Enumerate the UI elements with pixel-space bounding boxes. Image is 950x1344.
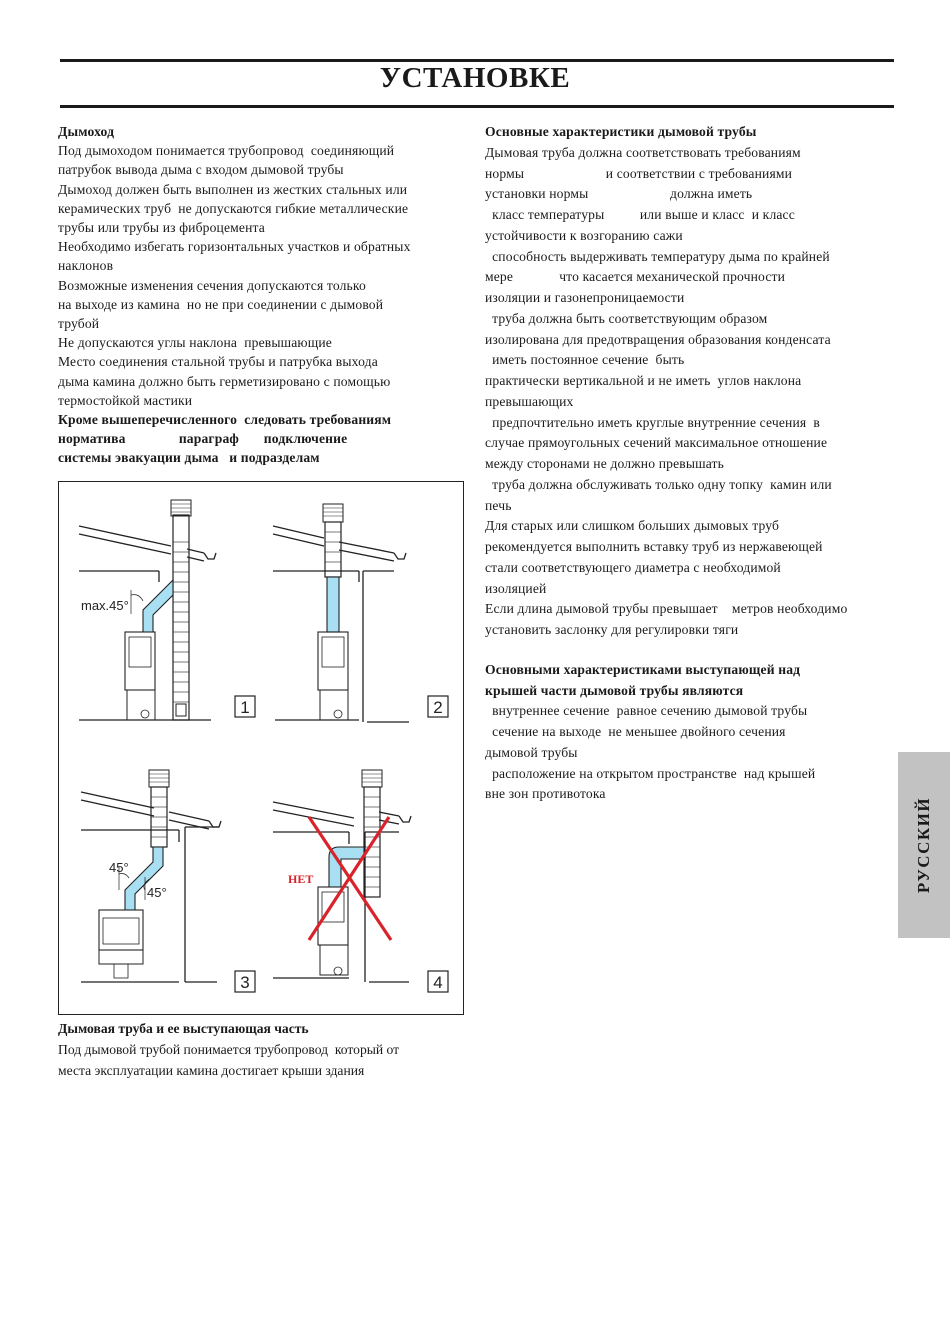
text-line: расположение на открытом пространстве над крышей	[485, 765, 816, 781]
angle-label-2: 45°	[147, 885, 167, 900]
text-line: предпочтительно иметь круглые внутренние сечения в	[485, 414, 820, 430]
panel-number-4: 4	[433, 973, 443, 992]
right-column	[485, 122, 895, 805]
text-line: Не допускаются углы наклона превышающие	[58, 335, 332, 351]
text-line: Место соединения стальной трубы и патрубка выхода	[58, 354, 378, 370]
bold-text-line: норматива параграф подключение	[58, 431, 348, 447]
text-line: Дымоход должен быть выполнен из жестких стальных или	[58, 181, 408, 197]
section-heading-chimney-flue: Дымоход	[58, 124, 115, 139]
text-line: вне зон противотока	[485, 786, 606, 802]
panel-number-box	[235, 696, 255, 717]
text-line: иметь постоянное сечение быть	[485, 352, 685, 368]
text-line: Для старых или слишком больших дымовых труб	[485, 518, 780, 534]
bold-text-line: Кроме вышеперечисленного следовать требованиям	[58, 412, 392, 428]
text-line: термостойкой мастики	[58, 392, 193, 408]
section-heading-chimney: Основные характеристики дымовой трубы	[485, 124, 757, 139]
text-line: случае прямоугольных сечений максимальное отношение	[485, 435, 828, 451]
installation-diagram	[58, 481, 464, 1015]
text-line: Дымовая труба должна соответствовать требованиям	[485, 144, 801, 160]
text-line: дымовой трубы	[485, 744, 578, 760]
text-line: внутреннее сечение равное сечению дымовой трубы	[485, 703, 808, 719]
text-line: наклонов	[58, 258, 114, 274]
figure-caption	[58, 1018, 478, 1081]
text-line: мере что касается механической прочности	[485, 269, 786, 285]
title-underline	[60, 105, 894, 108]
text-line: керамических труб не допускаются гибкие металлические	[58, 200, 409, 216]
angle-label-max: max.45°	[81, 598, 129, 613]
text-line: практически вертикальной и не иметь углов наклона	[485, 373, 802, 388]
text-line: между сторонами не должно превышать	[485, 456, 724, 471]
text-line: печь	[485, 497, 512, 513]
text-line: трубой	[58, 316, 100, 332]
panel-3-diagram	[81, 770, 221, 982]
angle-label-1: 45°	[109, 860, 129, 875]
section-heading-stack: крышей части дымовой трубы являются	[485, 682, 744, 698]
text-line: изоляции и газонепроницаемости	[485, 290, 685, 305]
language-tab-label: РУССКИЙ	[914, 796, 933, 894]
text-line: на выходе из камина но не при соединении с дымовой	[58, 296, 384, 312]
text-line: класс температуры или выше и класс и класс	[485, 207, 795, 222]
text-line: Возможные изменения сечения допускаются только	[58, 277, 366, 293]
text-line: Необходимо избегать горизонтальных участков и обратных	[58, 239, 411, 255]
text-line: трубы или трубы из фиброцемента	[58, 220, 265, 236]
bold-text-line: системы эвакуации дыма и подразделам	[58, 450, 320, 466]
panel-number-3: 3	[240, 973, 250, 992]
text-line: изоляцией	[485, 580, 547, 596]
text-line: труба должна быть соответствующим образом	[485, 310, 768, 326]
panel-number-box	[235, 971, 255, 992]
section-heading-stack: Основными характеристиками выступающей над	[485, 661, 801, 677]
panel-2-diagram	[273, 504, 409, 722]
text-line: установить заслонку для регулировки тяги	[485, 622, 739, 637]
text-line: Под дымоходом понимается трубопровод соединяющий	[58, 143, 395, 159]
panel-number-box	[428, 971, 448, 992]
text-line: превышающих	[485, 393, 574, 409]
text-line: дыма камина должно быть герметизировано с помощью	[58, 373, 391, 389]
text-line: устойчивости к возгоранию сажи	[485, 227, 683, 243]
text-line: нормы и соответствии с требованиями	[485, 165, 793, 181]
language-tab	[898, 752, 950, 938]
panel-number-2: 2	[433, 698, 443, 717]
text-line: патрубок вывода дыма с входом дымовой трубы	[58, 162, 344, 178]
text-line: стали соответствующего диаметра с необходимой	[485, 559, 781, 575]
text-line: Если длина дымовой трубы превышает метров необходимо	[485, 601, 848, 617]
caption-line: места эксплуатации камина достигает крыши здания	[58, 1063, 365, 1078]
text-line: труба должна обслуживать только одну топку камин или	[485, 476, 832, 492]
text-line: рекомендуется выполнить вставку труб из нержавеющей	[485, 539, 823, 554]
panel-number-1: 1	[240, 698, 250, 717]
text-line: сечение на выходе не меньшее двойного сечения	[485, 724, 786, 740]
spacer	[485, 641, 895, 660]
caption-line: Под дымовой трубой понимается трубопровод который от	[58, 1042, 400, 1057]
caption-heading: Дымовая труба и ее выступающая часть	[58, 1021, 309, 1036]
text-line: изолирована для предотвращения образования конденсата	[485, 331, 831, 347]
no-label: НЕТ	[288, 872, 314, 886]
page-title: УСТАНОВКЕ	[379, 62, 571, 94]
left-column	[58, 122, 468, 468]
panel-number-box	[428, 696, 448, 717]
text-line: установки нормы должна иметь	[485, 186, 753, 202]
text-line: способность выдерживать температуру дыма по крайней	[485, 248, 830, 264]
